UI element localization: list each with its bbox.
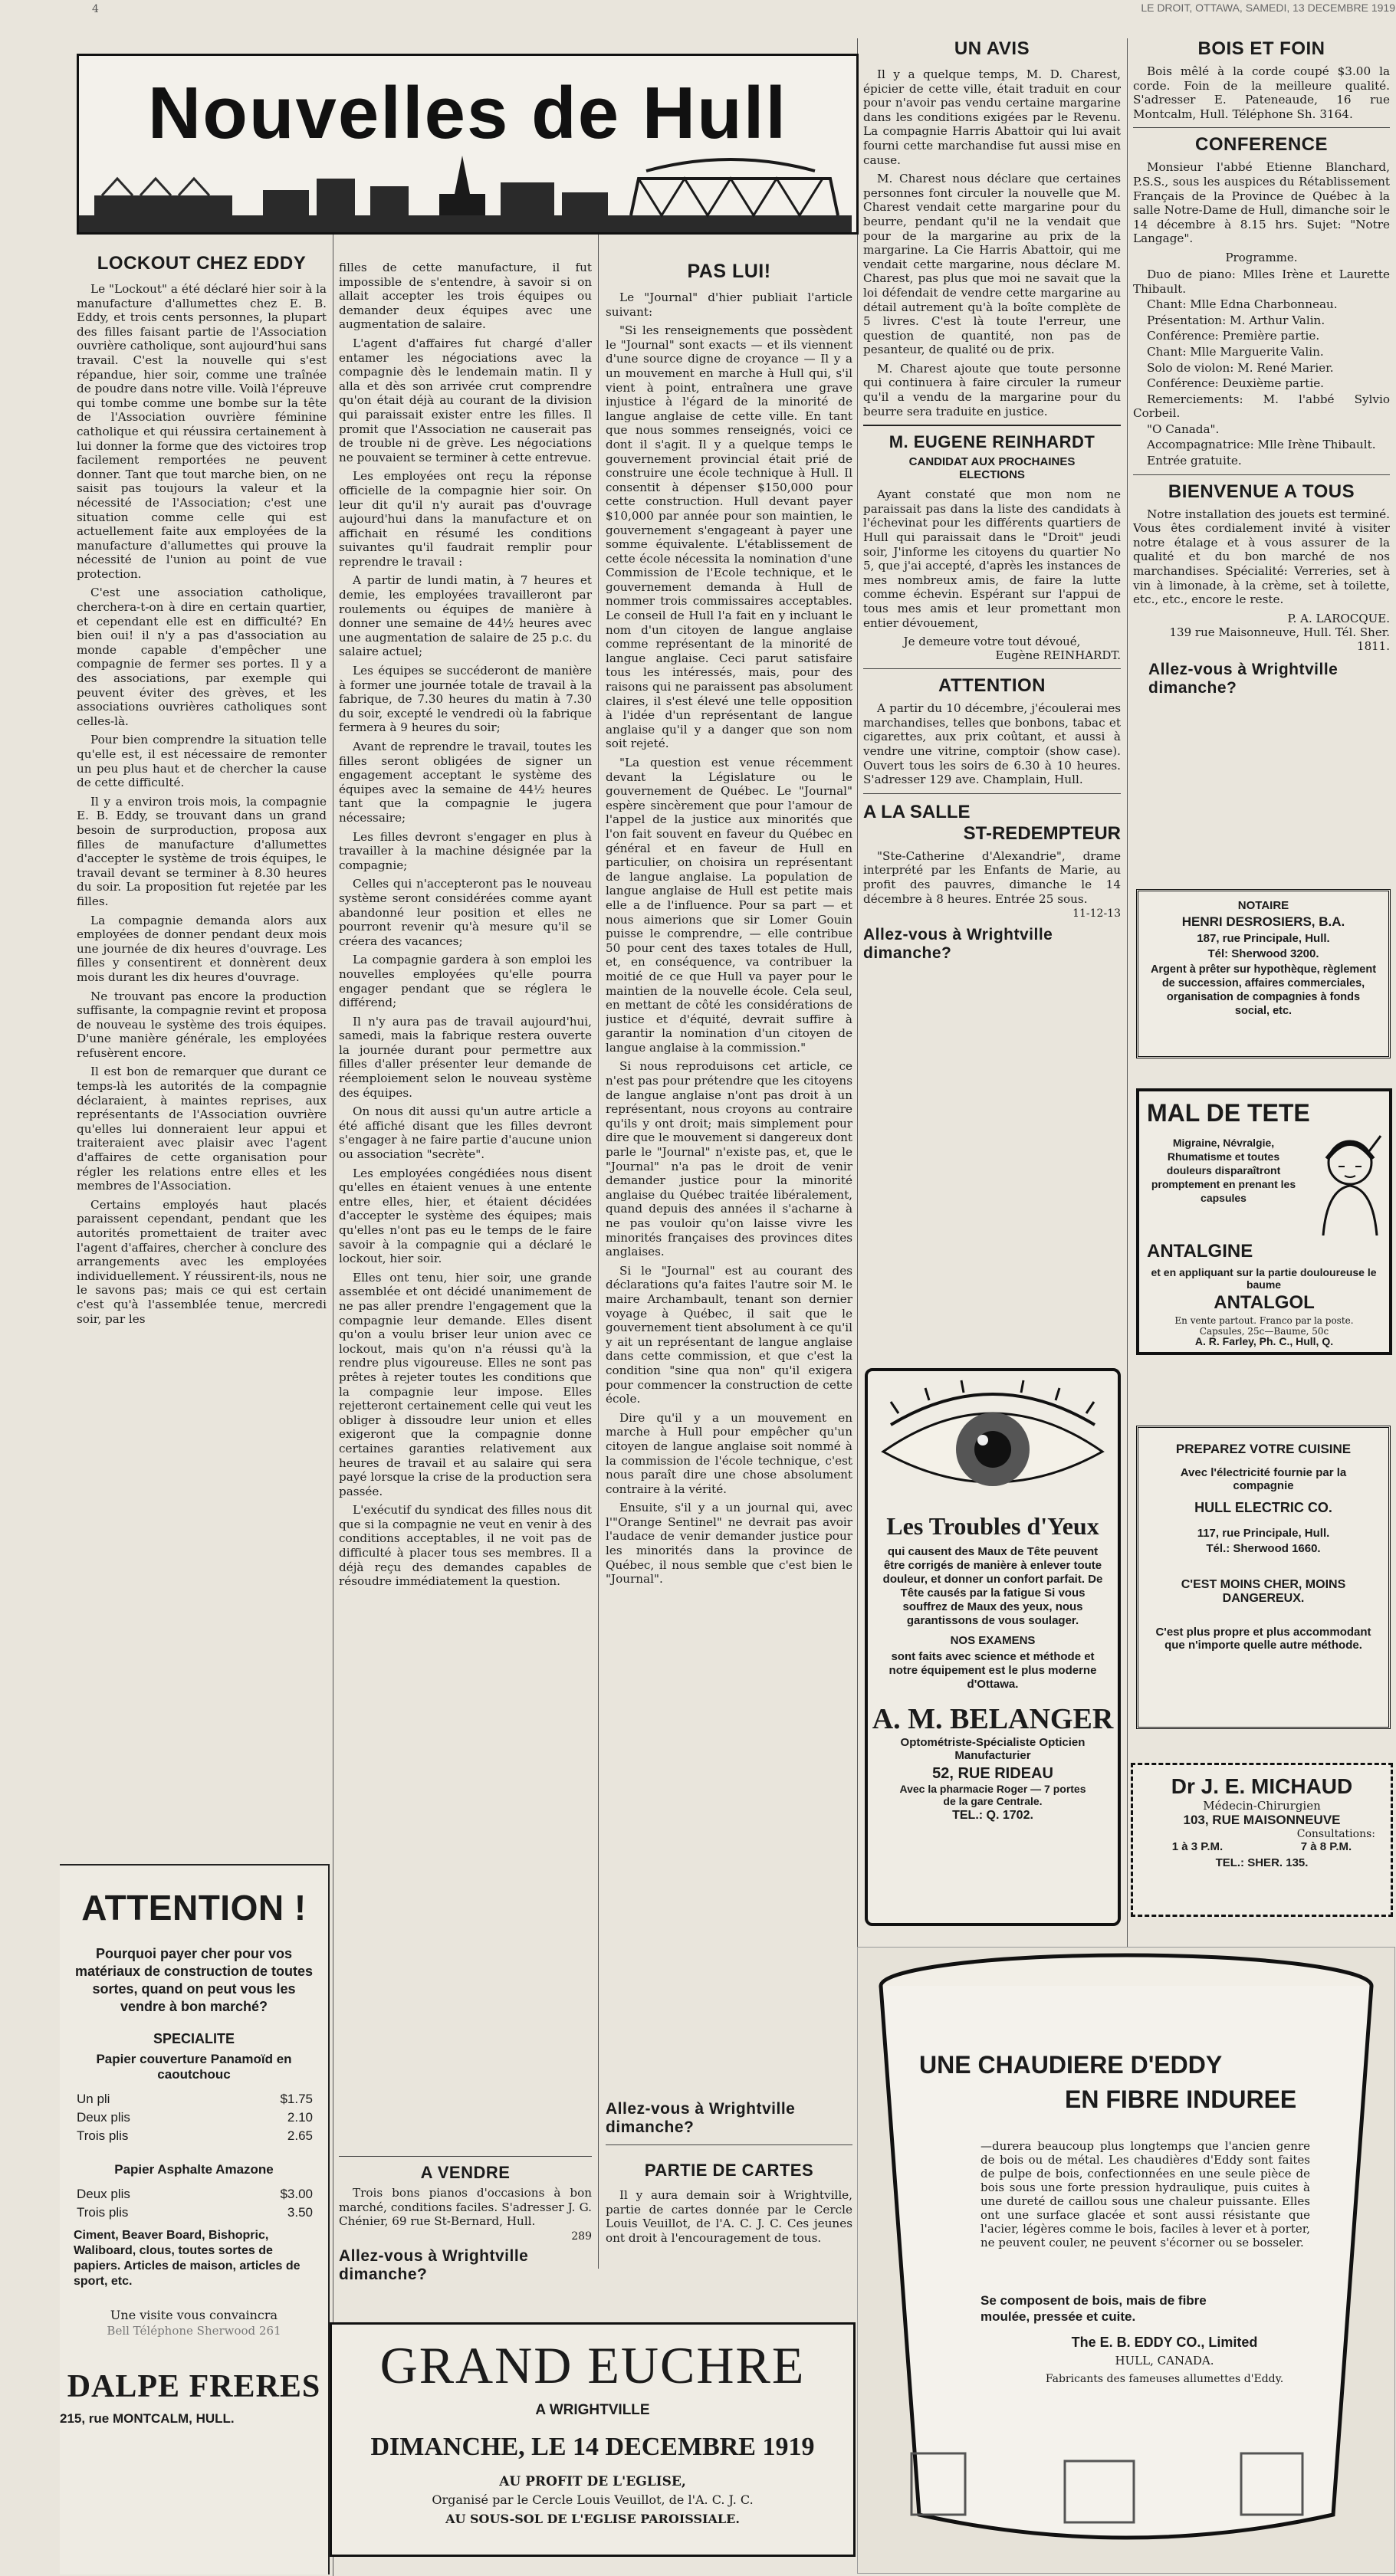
programme-item: Duo de piano: Mlles Irène et Laurette Thibault. <box>1133 267 1390 296</box>
programme-item: Conférence: Deuxième partie. <box>1147 376 1325 391</box>
grand-euchre-ad <box>330 2322 856 2557</box>
lockout-paragraph: Pour bien comprendre la situation telle qu'elle est, il est nécessaire de remonter un peu plus haut et de chercher la cause de cette difficulté. <box>77 733 327 790</box>
attention-ad-heading: ATTENTION ! <box>81 1888 307 1928</box>
lockout-heading: LOCKOUT CHEZ EDDY <box>97 253 307 274</box>
column-3 <box>606 261 852 2131</box>
michaud-hours <box>1133 1840 1391 1853</box>
price-row: Trois plis 3.50 <box>77 2205 313 2220</box>
partie-de-cartes-text: Il y aura demain soir à Wrightville, partie de cartes donnée par le Cercle Louis Veuillot, de l'A. C. J. C. Ces jeunes ont droit à l'encouragement de tous. <box>606 2188 852 2245</box>
visit-text: Une visite vous convaincra <box>110 2308 278 2322</box>
belanger-name: A. M. BELANGER <box>872 1703 1114 1735</box>
michaud-phone: TEL.: SHER. 135. <box>1215 1856 1309 1869</box>
papier-amazone-label: Papier Asphalte Amazone <box>114 2162 274 2177</box>
eye-ad-title: Les Troubles d'Yeux <box>886 1512 1099 1540</box>
euchre-place: A WRIGHTVILLE <box>535 2402 650 2418</box>
euchre-organizer: Organisé par le Cercle Louis Veuillot, de l'A. C. J. C. <box>432 2492 754 2507</box>
eye-ad-exam-text: sont faits avec science et méthode et notre équipement est le plus moderne d'Ottawa. <box>889 1650 1097 1691</box>
attention-ad-intro: Pourquoi payer cher pour vos matériaux de construction de toutes sortes, quand on peut vous les vendre à bon marché? <box>74 1946 314 2014</box>
lockout-paragraph: Il y a environ trois mois, la compagnie E. B. Eddy, se trouvant dans un grand besoin de surproduction, proposa aux filles de manufacture d'allumettes d'accepter le système de trois équipes, le travail devant se terminer à 8.30 heures du soir. La proposition fut rejetée par les filles. <box>77 794 327 908</box>
un-avis-paragraph: M. Charest nous déclare que certaines personnes font circuler la nouvelle que M. Charest vendait cette margarine pour du beurre, pendant qu'il ne la vendait que pour de la margarine au prix de la margarine. La Cie Harris Abattoir, qui me vendait cette margarine, nous déclare M. Charest, pas plus que moi ne savait que la loi défendait de vendre cette margarine au détail autrement qu'à la boîte complète de 5 livres. C'est là toute l'erreur, une question de quantité, non pas de pesanteur, de qualité ou de prix. <box>863 172 1121 357</box>
salle-heading-1: A LA SALLE <box>863 801 971 822</box>
lockout-paragraph: L'exécutif du syndicat des filles nous dit que si la compagnie ne veut en venir à des conditions acceptables, il ne voit pas de difficulté à placer tous ses membres. Il a déjà reçu des demandes capables de résoudre immédiatement la question. <box>339 1503 592 1589</box>
programme-item: Accompagnatrice: Mlle Irène Thibault. <box>1147 438 1376 452</box>
price-row: Deux plis 2.10 <box>77 2110 313 2125</box>
antalgol-brand: ANTALGOL <box>1214 1292 1315 1313</box>
dalpe-freres-name: DALPE FRERES <box>67 2369 321 2404</box>
michaud-hours-2: 7 à 8 P.M. <box>1300 1840 1352 1853</box>
electric-text-1: Avec l'électricité fournie par la compagnie <box>1180 1466 1347 1492</box>
wrightville-question: Allez-vous à Wrightville dimanche? <box>863 926 1053 963</box>
mal-de-tete-sale: En vente partout. Franco par la poste. <box>1174 1315 1354 1326</box>
price-row: Un pli $1.75 <box>77 2092 313 2106</box>
lockout-paragraph: filles de cette manufacture, il fut impossible de s'entendre, à savoir si on allait accepter les trois équipes ou demander deux équipes avec une augmentation de salaire. <box>339 261 592 332</box>
hull-electric-ad <box>1136 1426 1391 1729</box>
salle-heading-2: ST-REDEMPTEUR <box>963 822 1121 844</box>
salle-date: 11-12-13 <box>1072 907 1121 920</box>
belanger-role: Optométriste-Spécialiste Opticien Manufacturier <box>900 1736 1086 1762</box>
papier-panamoid-label: Papier couverture Panamoïd en caoutchouc <box>96 2052 292 2082</box>
eye-illustration <box>868 1379 1118 1509</box>
euchre-title: GRAND EUCHRE <box>379 2336 806 2394</box>
belanger-eye-ad <box>865 1368 1121 1926</box>
a-vendre-number: 289 <box>571 2230 592 2243</box>
price-list-1 <box>60 2082 328 2145</box>
michaud-name: Dr J. E. MICHAUD <box>1171 1774 1353 1798</box>
lockout-paragraph: Le "Lockout" a été déclaré hier soir à la manufacture d'allumettes chez E. B. Eddy, et trois cents personnes, la plupart des filles faisant partie de l'Association ouvrière catholique, sont aujourd'hui sans travail. C'est la nouvelle qui s'est répandue, hier soir, comme une traînée de poudre dans notre ville. Voilà l'épreuve qui tombe comme une bombe sur la tête de l'Association ouvrière féminine catholique et qui réussira certainement à lui donner la forme que des victoires trop facilement remportées ne peuvent donner. Tant que tout marche bien, on ne saisit pas toujours la valeur et la nécessité de l'Association; c'est une situation comme celle qui est actuellement faite aux employées de la manufacture d'allumettes qui prouve la nécessité de l'union au point de vue protection. <box>77 282 327 581</box>
programme-item: Remerciements: M. l'abbé Sylvio Corbeil. <box>1133 392 1390 421</box>
euchre-date: DIMANCHE, LE 14 DECEMBRE 1919 <box>370 2433 815 2461</box>
pas-lui-paragraph: Ensuite, s'il y a un journal qui, avec l'"Orange Sentinel" ne devrait pas avoir l'audace de venir demander justice pour les minorités dans la province de Québec, il nous semble que c'est bien le "Journal". <box>606 1501 852 1587</box>
column-5 <box>1133 38 1390 881</box>
column-1 <box>77 253 327 1847</box>
price-row: Trois plis 2.65 <box>77 2128 313 2143</box>
antalgine-brand: ANTALGINE <box>1147 1241 1253 1262</box>
lockout-paragraph: L'agent d'affaires fut chargé d'aller entamer les négociations avec la compagnie dès le lendemain matin. Il y alla et dès son arrivée crut comprendre qu'on était déjà au courant de la division qui paraissait exister entre les filles. Il promit que l'Association ne causerait pas de trouble ni de grève. Les négociations ne pouvaient se terminer à cette entrevue. <box>339 336 592 464</box>
un-avis-paragraph: M. Charest ajoute que toute personne qui continuera à faire circuler la rumeur qu'il a vendu de la margarine pour du beurre sera traduite en justice. <box>863 361 1121 418</box>
a-vendre-text: Trois bons pianos d'occasions à bon marché, conditions faciles. S'adresser J. G. Chénier, 69 rue St-Bernard, Hull. <box>339 2186 592 2229</box>
lockout-paragraph: Il est bon de remarquer que durant ce temps-là les autorités de la compagnie déclaraient, à maintes reprises, aux représentants de l'Association ouvrière qu'elles lui donneraient leur appui et traiteraient avec plaisir avec l'agent d'affaires de cette organisation pour régler les relations entre elles et les membres de l'Association. <box>77 1065 327 1193</box>
chaudiere-city: HULL, CANADA. <box>1115 2354 1214 2368</box>
lockout-paragraph: Il n'y aura pas de travail aujourd'hui, samedi, mais la fabrique restera ouverte la journée durant pour permettre aux filles d'aller présenter leur demande de réemploiement selon le nouveau système des équipes. <box>339 1014 592 1100</box>
programme-item: Présentation: M. Arthur Valin. <box>1147 313 1325 327</box>
chaudiere-makers: Fabricants des fameuses allumettes d'Eddy. <box>1045 2373 1284 2385</box>
masthead-box <box>77 54 859 235</box>
programme-item: Solo de violon: M. René Marier. <box>1147 360 1334 375</box>
belanger-address-2: Avec la pharmacie Roger — 7 portes de la gare Centrale. <box>899 1783 1086 1807</box>
reinhardt-closing: Je demeure votre tout dévoué, <box>903 635 1081 649</box>
conference-heading: CONFERENCE <box>1194 134 1328 156</box>
lockout-paragraph: La compagnie demanda alors aux employées de donner pendant deux mois une journée de dix heures d'ouvrage. Les filles y consentirent et donnèrent deux mois durant les dix heures d'ouvrage. <box>77 913 327 984</box>
chaudiere-title-1: UNE CHAUDIERE D'EDDY <box>919 2051 1223 2079</box>
lockout-paragraph: C'est une association catholique, cherchera-t-on à dire en certain quartier, et cependant elle est en difficulté? En bien oui! il n'y a pas d'association au monde capable d'empêcher une compagnie de fermer ses portes. Il y a des associations, par exemple qui peuvent éviter des grèves, et les associations ouvrières catholiques sont celles-là. <box>77 586 327 728</box>
programme-item: Chant: Mlle Marguerite Valin. <box>1147 344 1324 359</box>
pas-lui-heading: PAS LUI! <box>687 261 771 282</box>
pas-lui-paragraph: Dire qu'il y a un mouvement en marche à Hull pour empêcher qu'un citoyen de langue anglaise soit nommé à la commission de l'école technique, c'est nous paraît dire une chose absolument contraire à la vérité. <box>606 1410 852 1496</box>
michaud-role: Médecin-Chirurgien <box>1203 1799 1321 1813</box>
lockout-paragraph: Avant de reprendre le travail, toutes les filles seront obligées de signer un engagement acceptant le système des équipes avec la semaine de 44½ heures tant que la compagnie le jugera nécessaire; <box>339 740 592 825</box>
lockout-paragraph: On nous dit aussi qu'un autre article a été affiché disant que les filles devront s'engager à ne faire partie d'aucune union ou association "secrète". <box>339 1104 592 1162</box>
materials-list: Ciment, Beaver Board, Bishopric, Waliboard, clous, toutes sortes de papiers. Articles de maison, articles de sport, etc. <box>74 2229 301 2288</box>
notaire-head: NOTAIRE <box>1237 899 1289 912</box>
wrightville-question: Allez-vous à Wrightville dimanche? <box>339 2246 529 2283</box>
electric-address: 117, rue Principale, Hull. <box>1197 1527 1330 1540</box>
electric-slogan: C'EST MOINS CHER, MOINS DANGEREUX. <box>1181 1578 1346 1605</box>
bienvenue-address: 139 rue Maisonneuve, Hull. Tél. Sher. 1811. <box>1169 625 1390 653</box>
mal-de-tete-title: MAL DE TETE <box>1147 1099 1310 1127</box>
programme-label: Programme. <box>1225 250 1298 264</box>
notaire-name: HENRI DESROSIERS, B.A. <box>1181 914 1345 929</box>
un-avis-paragraph: Il y a quelque temps, M. D. Charest, épicier de cette ville, était traduit en cour pour n'avoir pas vendu certaine margarine dans les conditions exigées par le Revenu. La compagnie Harris Abattoir qui lui avait fourni cette marchandise fut aussi mise en cause. <box>863 67 1121 167</box>
lockout-paragraph: Celles qui n'accepteront pas le nouveau système seront considérées comme ayant abandonné leur position et elles ne pourront revenir qu'à mesure qu'il se créera des vacances; <box>339 877 592 948</box>
mal-de-tete-text: Migraine, Névralgie, Rhumatisme et toutes douleurs disparaîtront promptement en prenant les capsules <box>1151 1137 1296 1204</box>
reinhardt-signature: Eugène REINHARDT. <box>995 648 1121 663</box>
eddy-chaudiere-ad <box>857 1947 1395 2574</box>
belanger-phone: TEL.: Q. 1702. <box>952 1809 1033 1822</box>
michaud-address: 103, RUE MAISONNEUVE <box>1183 1813 1341 1827</box>
lockout-paragraph: Les employées congédiées nous disent qu'elles en étaient venues à une entente entre elles, hier, et étaient décidées d'accepter le système des équipes; mais qu'elles n'ont pas eu le temps de le faire savoir à la compagnie qui a déclaré le lockout, hier soir. <box>339 1166 592 1266</box>
dalpe-address: 215, rue MONTCALM, HULL. <box>60 2411 235 2426</box>
masthead-skyline-illustration <box>79 148 852 232</box>
attention-mid-text: A partir du 10 décembre, j'écoulerai mes marchandises, telles que bonbons, tabac et cigarettes, aux prix coûtant, et aussi à vendre une vitrine, comptoir (show case). Ouvert tous les soirs de 6.30 à 10 heures. S'adresser 129 ave. Champlain, Hull. <box>863 701 1121 787</box>
column-rule <box>598 230 599 2269</box>
euchre-location: AU SOUS-SOL DE L'EGLISE PAROISSIALE. <box>445 2512 740 2526</box>
notaire-ad <box>1136 889 1391 1058</box>
programme-item: "O Canada". <box>1147 422 1220 436</box>
eye-ad-exam-heading: NOS EXAMENS <box>950 1634 1036 1647</box>
pas-lui-paragraph: Le "Journal" d'hier publiait l'article suivant: <box>606 290 852 319</box>
specialite-label: SPECIALITE <box>153 2031 235 2046</box>
chaudiere-text-2: Se composent de bois, mais de fibre moulée, pressée et cuite. <box>980 2293 1207 2324</box>
michaud-ad <box>1131 1763 1393 1917</box>
pas-lui-paragraph: "Si les renseignements que possèdent le "Journal" sont exacts — et ils viennent d'une source digne de croyance — Il y a un mouvement en marche à Hull qui, s'il vient à point, entraînera une grave injustice à l'égard de la minorité de langue anglaise de cette ville. En tant que nous sommes renseignés, voici ce dont il s'agit. Il y a quelque temps le gouvernement provincial était prié de construire une école technique à Hull. Il consentit à dépenser $150,000 pour cette construction. Hull devant payer $10,000 par année pour son maintien, le gouvernement s'engageant à payer une somme équivalente. L'établissement de cette école nécessita la nomination d'une Commission de l'Ecole technique, et le gouvernement demanda à Hull de nommer trois commissaires acceptables. Le conseil de Hull l'a fait en y incluant le nom d'un citoyen de langue anglaise comme représentant de la minorité de langue anglaise. Ceci parut satisfaire tous les intéressés, mais, pour des raisons qui ne paraissent pas absolument claires, il s'est élevé une telle opposition à l'idée d'un représentant de langue anglaise qu'il y a danger que son nom soit rejeté. <box>606 323 852 751</box>
column-rule <box>1127 38 1128 1954</box>
reinhardt-text: Ayant constaté que mon nom ne paraissait pas dans la liste des candidats à l'échevinat pour les différents quartiers de Hull qui paraissait dans le "Droit" jeudi soir, J'informe les citoyens du quartier No 5, que j'ai accepté, d'après les instances de mes nombreux amis, de faire la lutte comme échevin. Espérant sur l'appui de tous mes amis et leur promettant mon entier dévouement, <box>863 487 1121 630</box>
notaire-text: Argent à prêter sur hypothèque, règlement de succession, affaires commerciales, organisation de compagnies à fonds social, etc. <box>1150 963 1377 1017</box>
bienvenue-text: Notre installation des jouets est terminé. Vous êtes cordialement invité à visiter notre étalage et à vous assurer de la qualité et du bon marché de nos marchandises. Spécialité: Verreries, set à vin à limonade, à la crème, set à toilette, etc., etc., encore le reste. <box>1133 507 1390 607</box>
electric-company: HULL ELECTRIC CO. <box>1194 1500 1332 1515</box>
bucket-illustration <box>858 1948 1394 2573</box>
un-avis-heading: UN AVIS <box>954 38 1030 59</box>
lockout-paragraph: A partir de lundi matin, à 7 heures et demie, les employées travailleront par roulements ou équipes de manière à donner une semaine de 44½ heures avec une augmentation de salaire de 25 p.c. du salaire actuel; <box>339 573 592 659</box>
a-vendre-notice <box>339 2150 592 2295</box>
programme-item: Conférence: Première partie. <box>1147 329 1320 343</box>
a-vendre-heading: A VENDRE <box>420 2163 511 2182</box>
mal-de-tete-prices: Capsules, 25c—Baume, 50c <box>1199 1326 1329 1337</box>
page-number: 4 <box>92 3 99 15</box>
lockout-paragraph: La compagnie gardera à son emploi les nouvelles employées qu'elle pourra engager pendant que se réglera le différend; <box>339 953 592 1010</box>
lockout-paragraph: Certains employés haut placés paraissent cependant, pendant que les autorités promettaient de traiter avec l'agent d'affaires, chercher à conclure des arrangements avec les employées individuellement. Y réussirent-ils, nous ne le savons pas; mais ce qui est certain c'est qu'à l'assemblée tenue, mercredi soir, par les <box>77 1197 327 1326</box>
wrightville-question: Allez-vous à Wrightville dimanche? <box>1148 660 1339 697</box>
page-header-strip: LE DROIT, OTTAWA, SAMEDI, 13 DECEMBRE 1919 <box>1141 2 1395 14</box>
electric-text-2: C'est plus propre et plus accommodant que n'importe quelle autre méthode. <box>1155 1626 1371 1652</box>
partie-de-cartes-heading: PARTIE DE CARTES <box>644 2161 814 2180</box>
woman-headache-illustration <box>1308 1128 1385 1235</box>
bois-heading: BOIS ET FOIN <box>1197 38 1325 59</box>
salle-text: "Ste-Catherine d'Alexandrie", drame interprété par les Enfants de Marie, au profit des pauvres, dimanche le 14 décembre à 8 heures. Entrée 25 sous. <box>863 848 1121 906</box>
lockout-paragraph: Elles ont tenu, hier soir, une grande assemblée et ont décidé unanimement de ne pas aller prendre l'engagement que la compagnie leur demande. Elles disent qu'on a voulu briser leur union avec ce lockout, mais qu'on n'a réussi qu'à la rendre plus vigoureuse. Elles ne sont pas prêtes à rejeter toutes les conditions que la compagnie leur impose. Elles rejetteront certainement celle qui veut les obliger à dissoudre leur union et elles exigeront que la compagnie donne certaines garanties relativement aux heures de travail et au salaire qui sera payé lorsque la crise de la production sera passée. <box>339 1270 592 1498</box>
cartes-section <box>606 2100 852 2292</box>
belanger-address: 52, RUE RIDEAU <box>932 1765 1053 1782</box>
mal-de-tete-ad <box>1136 1088 1392 1355</box>
electric-phone: Tél.: Sherwood 1660. <box>1206 1542 1321 1555</box>
attention-mid-heading: ATTENTION <box>938 675 1046 697</box>
lockout-paragraph: Ne trouvant pas encore la production suffisante, la compagnie revint et proposa de nouveau le système des trois équipes. D'une manière générale, les employées refusèrent encore. <box>77 989 327 1060</box>
bois-text: Bois mêlé à la corde coupé $3.00 la corde. Foin de la meilleure qualité. S'adresser E. Pateneaude, 16 rue Montcalm, Hull. Téléphone Sh. 3164. <box>1133 64 1390 121</box>
programme-item: Entrée gratuite. <box>1147 454 1242 468</box>
pas-lui-paragraph: Si nous reproduisons cet article, ce n'est pas pour prétendre que les citoyens de langue anglaise n'ont pas droit à un représentant, nous croyons au contraire qu'ils y ont droit; mais simplement pour dire que le mouvement si dangereux dont parle le "Journal" n'existe pas, et, que le "Journal" n'a pas le droit de venir demander justice pour la minorité anglaise du Québec traitée libéralement, quand depuis des années il s'acharne à ne pas vouloir qu'on laisse vivre les minorités françaises des provinces dites anglaises. <box>606 1059 852 1259</box>
mal-de-tete-text-2: et en appliquant sur la partie douloureuse le baume <box>1151 1266 1377 1291</box>
reinhardt-subtitle: CANDIDAT AUX PROCHAINES ELECTIONS <box>908 455 1076 482</box>
conference-text: Monsieur l'abbé Etienne Blanchard, P.S.S., sous les auspices du Rétablissement Français de la Province de Québec à la salle Notre-Dame de Hull, dimanche soir le 14 décembre à 8.15 hrs. Sujet: "Notre Langage". <box>1133 160 1390 246</box>
masthead-title: Nouvelles de Hull <box>147 72 788 154</box>
chaudiere-text: —durera beaucoup plus longtemps que l'ancien genre de bois ou de métal. Les chaudières d'Eddy sont faites de pulpe de bois, confectionnées en une seule pièce de bois sous une forte pression hydraulique, puis cuites à une dureté de caillou sous une chaleur puissante. Elles ont une surface glacée et sont aussi résistante que l'acier, légères comme le bois, faciles à lever et à porter, ne peuvent couler, ne peuvent s'écorner ou se bosseler. <box>980 2139 1310 2249</box>
column-4 <box>863 38 1121 1341</box>
price-list-2 <box>60 2185 328 2222</box>
bienvenue-signature: P. A. LAROCQUE. <box>1287 611 1390 625</box>
eye-ad-text: qui causent des Maux de Tête peuvent être corrigés de manière à enlever toute douleur, et donner un confort parfait. De Tête causés par la fatigue Si vous souffrez de Maux des yeux, nous garantissons de vous soulager. <box>882 1545 1103 1627</box>
wrightville-question: Allez-vous à Wrightville dimanche? <box>606 2100 796 2136</box>
chaudiere-title-2: EN FIBRE INDUREE <box>1065 2085 1297 2113</box>
lockout-paragraph: Les équipes se succéderont de manière à former une journée totale de travail à la fabrique, de 7.30 heures du matin à 7.30 du soir, excepté le vendredi où la fabrique fermera à 9 heures du soir; <box>339 664 592 735</box>
pas-lui-paragraph: Si le "Journal" est au courant des déclarations qu'a faites l'autre soir M. le maire Archambault, tenant son dernier voyage à Québec, il sait que le gouvernement tient absolument à ce qu'il y ait un représentant de langue anglaise dans cette commission, et que c'est la condition "sine qua non" qu'il exigera pour commencer la construction de cette école. <box>606 1263 852 1406</box>
reinhardt-heading: M. EUGENE REINHARDT <box>889 432 1095 452</box>
bienvenue-heading: BIENVENUE A TOUS <box>1168 481 1355 502</box>
column-2 <box>339 261 592 2138</box>
euchre-profit: AU PROFIT DE L'EGLISE, <box>499 2474 686 2489</box>
notaire-address: 187, rue Principale, Hull. <box>1197 932 1330 945</box>
pas-lui-paragraph: "La question est venue récemment devant la Législature ou le gouvernement de Québec. Le "Journal" espère sincèrement que pour l'amour de l'appel de la justice aux minorités que l'on fait souvent en faveur du Québec en général et en faveur de Hull en particulier, on choisira un représentant de langue anglaise. La population de langue anglaise de Hull est petite mais elle a de l'influence. Pour sa part — et nous aimerions que sir Lomer Gouin puisse le comprendre, — elle contribue 50 pour cent des taxes totales de Hull, et, en conséquence, va contribuer la moitié de ce que Hull va payer pour le maintien de la nouvelle école. Cela seul, en mettant de côté les considérations de justice et d'équité, devrait suffire à garantir la nomination d'un citoyen de langue anglaise à la commission." <box>606 756 852 1055</box>
electric-head: PREPAREZ VOTRE CUISINE <box>1175 1442 1352 1456</box>
attention-ad-left <box>60 1864 330 2574</box>
lockout-paragraph: Les employées ont reçu la réponse officielle de la compagnie hier soir. On leur dit qu'il n'y aurait pas d'ouvrage aujourd'hui dans la manufacture et on affichait en résumé les conditions suivantes qu'il faudrait remplir pour reprendre le travail : <box>339 469 592 569</box>
notaire-phone: Tél: Sherwood 3200. <box>1207 947 1319 960</box>
michaud-hours-1: 1 à 3 P.M. <box>1171 1840 1224 1853</box>
lockout-paragraph: Les filles devront s'engager en plus à travailler à la machine désignée par la compagnie; <box>339 829 592 872</box>
michaud-hours-label: Consultations: <box>1296 1828 1375 1840</box>
price-row: Deux plis $3.00 <box>77 2187 313 2201</box>
chaudiere-company: The E. B. EDDY CO., Limited <box>1071 2335 1258 2350</box>
programme-item: Chant: Mlle Edna Charbonneau. <box>1147 297 1338 312</box>
mal-de-tete-vendor: A. R. Farley, Ph. C., Hull, Q. <box>1194 1335 1334 1347</box>
phone-text: Bell Téléphone Sherwood 261 <box>107 2324 281 2338</box>
